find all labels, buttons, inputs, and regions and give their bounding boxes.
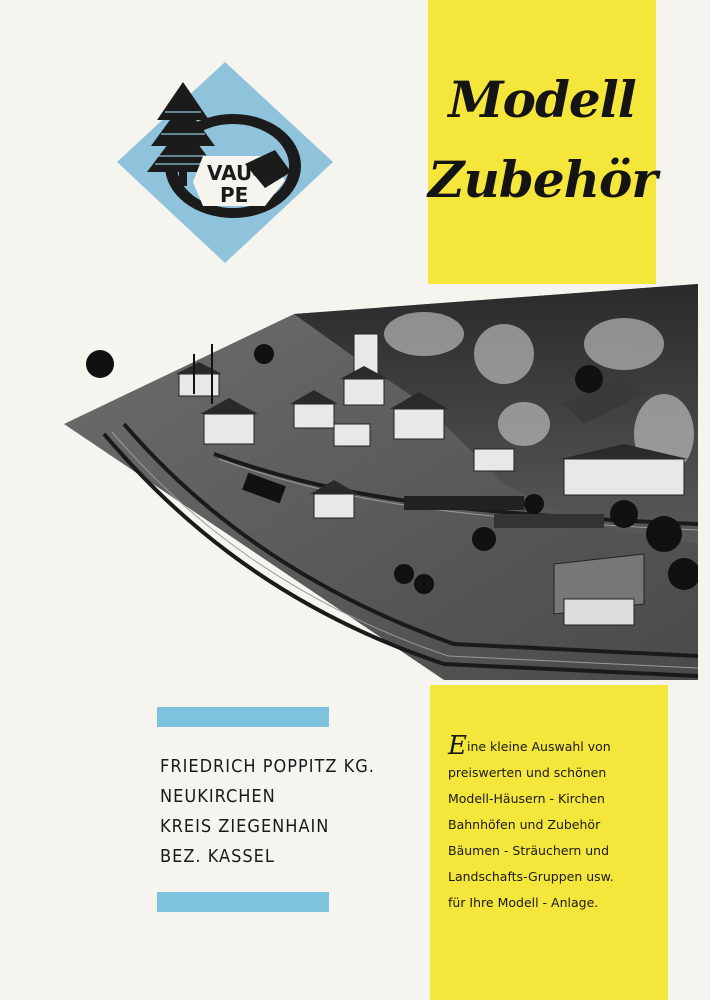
info-panel (430, 685, 668, 1000)
model-railway-photo (64, 284, 698, 680)
blue-bar-top (157, 707, 329, 727)
company-address (160, 752, 375, 872)
info-line-6: Landschafts-Gruppen usw. (448, 869, 614, 884)
info-line-3: Modell-Häusern - Kirchen (448, 791, 605, 806)
info-line-7: für Ihre Modell - Anlage. (448, 895, 599, 910)
info-initial: E (448, 731, 467, 761)
info-line-2: preiswerten und schönen (448, 765, 607, 780)
vaupe-logo (115, 60, 335, 265)
title-line-2: Zubehör (428, 150, 657, 209)
address-line-2: NEUKIRCHEN (160, 786, 276, 807)
info-text (448, 733, 660, 916)
address-line-1: FRIEDRICH POPPITZ KG. (160, 756, 375, 777)
info-line-5: Bäumen - Sträuchern und (448, 843, 610, 858)
title-panel (428, 0, 656, 284)
address-line-3: KREIS ZIEGENHAIN (160, 816, 330, 837)
info-line-1 (448, 733, 660, 760)
info-line-1-rest: ine kleine Auswahl von (466, 739, 611, 754)
blue-bar-bottom (157, 892, 329, 912)
logo-text-line2: PE (220, 183, 249, 207)
info-line-4: Bahnhöfen und Zubehör (448, 817, 601, 832)
address-line-4: BEZ. KASSEL (160, 846, 275, 867)
title-line-1: Modell (448, 70, 636, 129)
logo-text-line1: VAU- (207, 161, 261, 185)
